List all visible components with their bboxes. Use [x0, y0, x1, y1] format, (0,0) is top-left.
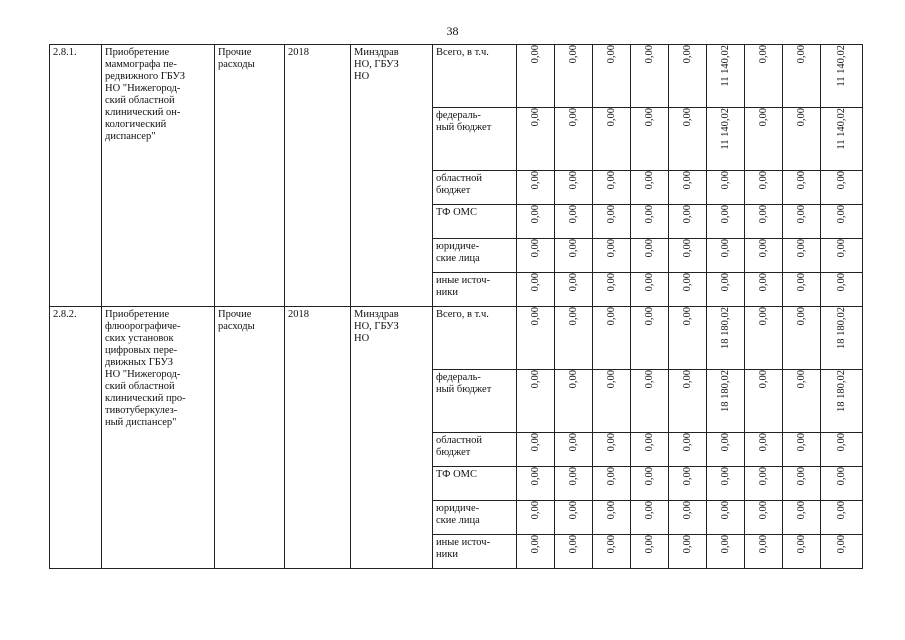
value-cell [555, 205, 593, 239]
value-text: 0,00 [835, 273, 847, 292]
value-cell [707, 370, 745, 433]
expense-type: Прочие расходы [215, 307, 285, 569]
value-cell [707, 239, 745, 273]
value-cell [631, 239, 669, 273]
value-cell [555, 273, 593, 307]
funding-source: юридиче- ские лица [433, 501, 517, 535]
value-cell [821, 45, 863, 108]
value-text: 0,00 [757, 307, 769, 326]
value-cell [821, 433, 863, 467]
funding-source: федераль- ный бюджет [433, 108, 517, 171]
value-text: 0,00 [757, 239, 769, 258]
value-text: 0,00 [795, 370, 807, 389]
value-text: 11 140,02 [835, 108, 847, 150]
value-cell [669, 108, 707, 171]
value-text: 0,00 [795, 45, 807, 64]
value-cell [783, 171, 821, 205]
value-cell [593, 370, 631, 433]
value-cell [517, 108, 555, 171]
value-text: 0,00 [681, 273, 693, 292]
value-cell [555, 535, 593, 569]
value-text: 0,00 [567, 108, 579, 127]
value-cell [745, 239, 783, 273]
value-text: 0,00 [757, 273, 769, 292]
value-cell [555, 370, 593, 433]
value-cell [669, 307, 707, 370]
value-cell [745, 45, 783, 108]
value-cell [669, 205, 707, 239]
value-cell [593, 108, 631, 171]
value-text: 18 180,02 [835, 370, 847, 412]
value-cell [707, 273, 745, 307]
value-text: 0,00 [529, 370, 541, 389]
value-text: 0,00 [643, 370, 655, 389]
value-cell [783, 370, 821, 433]
value-text: 0,00 [529, 171, 541, 190]
value-text: 0,00 [795, 535, 807, 554]
value-text: 0,00 [567, 273, 579, 292]
value-text: 0,00 [529, 501, 541, 520]
value-cell [783, 45, 821, 108]
value-text: 0,00 [567, 45, 579, 64]
value-cell [593, 171, 631, 205]
value-text: 0,00 [681, 467, 693, 486]
value-cell [517, 205, 555, 239]
value-text: 0,00 [605, 433, 617, 452]
value-cell [631, 433, 669, 467]
page-number: 38 [446, 24, 459, 38]
value-text: 0,00 [605, 239, 617, 258]
value-text: 0,00 [719, 205, 731, 224]
value-cell [821, 239, 863, 273]
value-cell [593, 205, 631, 239]
value-text: 0,00 [643, 205, 655, 224]
value-cell [783, 239, 821, 273]
value-text: 0,00 [757, 370, 769, 389]
value-cell [783, 501, 821, 535]
value-cell [669, 535, 707, 569]
value-text: 0,00 [795, 273, 807, 292]
value-cell [783, 433, 821, 467]
value-text: 0,00 [567, 205, 579, 224]
value-text: 0,00 [757, 45, 769, 64]
value-text: 18 180,02 [835, 307, 847, 349]
value-cell [669, 45, 707, 108]
value-cell [707, 45, 745, 108]
value-text: 0,00 [835, 433, 847, 452]
value-cell [593, 467, 631, 501]
value-text: 0,00 [643, 467, 655, 486]
value-text: 0,00 [643, 171, 655, 190]
value-cell [669, 433, 707, 467]
value-text: 0,00 [835, 535, 847, 554]
value-text: 0,00 [643, 535, 655, 554]
value-text: 0,00 [719, 501, 731, 520]
value-cell [745, 171, 783, 205]
value-text: 0,00 [567, 535, 579, 554]
value-cell [517, 273, 555, 307]
value-text: 0,00 [643, 273, 655, 292]
value-cell [631, 108, 669, 171]
value-cell [745, 433, 783, 467]
value-cell [783, 108, 821, 171]
value-cell [555, 45, 593, 108]
value-cell [631, 273, 669, 307]
value-text: 0,00 [605, 467, 617, 486]
table-row [50, 307, 863, 370]
value-text: 0,00 [835, 239, 847, 258]
value-text: 0,00 [529, 433, 541, 452]
value-cell [593, 45, 631, 108]
funding-source: юридиче- ские лица [433, 239, 517, 273]
value-cell [593, 307, 631, 370]
value-cell [631, 171, 669, 205]
value-text: 11 140,02 [835, 45, 847, 87]
item-name: Приобретение флюорографиче- ских установок цифровых пере- движных ГБУЗ НО "Нижегород- ский областной клинический про- тивотуберкулез- ный диспансер" [102, 307, 215, 569]
value-cell [745, 467, 783, 501]
value-text: 0,00 [681, 307, 693, 326]
value-text: 0,00 [529, 535, 541, 554]
value-cell [593, 535, 631, 569]
item-year: 2018 [285, 307, 351, 569]
value-cell [707, 467, 745, 501]
value-cell [821, 535, 863, 569]
item-year: 2018 [285, 45, 351, 307]
value-text: 18 180,02 [719, 307, 731, 349]
value-text: 0,00 [643, 45, 655, 64]
value-text: 0,00 [567, 370, 579, 389]
expense-type: Прочие расходы [215, 45, 285, 307]
value-cell [555, 108, 593, 171]
value-text: 0,00 [795, 307, 807, 326]
value-text: 0,00 [643, 108, 655, 127]
value-cell [555, 239, 593, 273]
value-text: 0,00 [757, 535, 769, 554]
value-text: 0,00 [529, 108, 541, 127]
value-cell [631, 535, 669, 569]
value-text: 0,00 [795, 108, 807, 127]
value-cell [821, 171, 863, 205]
value-text: 0,00 [795, 501, 807, 520]
value-cell [517, 45, 555, 108]
value-text: 0,00 [719, 535, 731, 554]
value-cell [517, 433, 555, 467]
value-cell [821, 307, 863, 370]
value-text: 0,00 [605, 501, 617, 520]
value-cell [669, 501, 707, 535]
value-text: 0,00 [757, 171, 769, 190]
value-cell [783, 535, 821, 569]
value-text: 0,00 [757, 205, 769, 224]
value-cell [517, 239, 555, 273]
value-cell [783, 307, 821, 370]
item-name: Приобретение маммографа пе- редвижного ГБУЗ НО "Нижегород- ский областной клинический он- кологический диспансер" [102, 45, 215, 307]
value-cell [669, 370, 707, 433]
value-cell [707, 433, 745, 467]
value-text: 0,00 [757, 433, 769, 452]
value-text: 0,00 [795, 467, 807, 486]
value-text: 0,00 [681, 433, 693, 452]
value-cell [707, 108, 745, 171]
value-text: 0,00 [681, 45, 693, 64]
value-text: 0,00 [529, 205, 541, 224]
value-text: 0,00 [605, 171, 617, 190]
value-text: 0,00 [529, 307, 541, 326]
value-cell [669, 273, 707, 307]
value-text: 0,00 [681, 108, 693, 127]
value-text: 0,00 [605, 108, 617, 127]
value-text: 0,00 [719, 171, 731, 190]
value-text: 0,00 [835, 171, 847, 190]
value-cell [707, 171, 745, 205]
value-cell [707, 535, 745, 569]
value-cell [517, 467, 555, 501]
value-text: 0,00 [643, 239, 655, 258]
value-cell [745, 535, 783, 569]
value-text: 0,00 [529, 467, 541, 486]
value-cell [707, 205, 745, 239]
value-text: 18 180,02 [719, 370, 731, 412]
value-cell [631, 467, 669, 501]
executor: Минздрав НО, ГБУЗ НО [351, 45, 433, 307]
value-cell [707, 307, 745, 370]
value-cell [669, 467, 707, 501]
table-row [50, 45, 863, 108]
value-cell [745, 273, 783, 307]
value-cell [555, 307, 593, 370]
value-text: 0,00 [719, 433, 731, 452]
value-text: 0,00 [681, 171, 693, 190]
value-text: 0,00 [605, 205, 617, 224]
value-text: 0,00 [757, 501, 769, 520]
value-cell [593, 433, 631, 467]
value-text: 0,00 [719, 467, 731, 486]
value-text: 0,00 [567, 171, 579, 190]
value-cell [631, 370, 669, 433]
value-text: 0,00 [719, 239, 731, 258]
value-cell [669, 171, 707, 205]
value-text: 0,00 [681, 205, 693, 224]
value-cell [517, 171, 555, 205]
funding-source: областной бюджет [433, 433, 517, 467]
value-cell [593, 273, 631, 307]
value-cell [631, 501, 669, 535]
funding-source: иные источ- ники [433, 535, 517, 569]
value-cell [555, 467, 593, 501]
value-cell [631, 307, 669, 370]
value-text: 0,00 [795, 433, 807, 452]
value-text: 0,00 [681, 239, 693, 258]
value-cell [821, 108, 863, 171]
item-code: 2.8.2. [50, 307, 102, 569]
funding-source: иные источ- ники [433, 273, 517, 307]
value-text: 0,00 [567, 467, 579, 486]
value-cell [821, 501, 863, 535]
funding-source: ТФ ОМС [433, 205, 517, 239]
value-text: 0,00 [643, 307, 655, 326]
value-text: 0,00 [529, 45, 541, 64]
value-cell [517, 535, 555, 569]
value-text: 0,00 [643, 501, 655, 520]
value-cell [517, 501, 555, 535]
value-text: 0,00 [757, 467, 769, 486]
value-text: 0,00 [567, 307, 579, 326]
value-text: 0,00 [567, 501, 579, 520]
value-cell [783, 467, 821, 501]
value-text: 0,00 [605, 273, 617, 292]
value-cell [745, 205, 783, 239]
funding-source: областной бюджет [433, 171, 517, 205]
funding-source: Всего, в т.ч. [433, 307, 517, 370]
financing-table [49, 44, 863, 569]
value-cell [555, 171, 593, 205]
value-text: 0,00 [681, 535, 693, 554]
funding-source: Всего, в т.ч. [433, 45, 517, 108]
value-cell [821, 467, 863, 501]
value-text: 0,00 [567, 239, 579, 258]
value-text: 0,00 [529, 273, 541, 292]
value-text: 0,00 [605, 45, 617, 64]
value-text: 0,00 [605, 307, 617, 326]
value-text: 0,00 [835, 501, 847, 520]
value-cell [631, 205, 669, 239]
value-text: 0,00 [835, 205, 847, 224]
executor: Минздрав НО, ГБУЗ НО [351, 307, 433, 569]
value-text: 0,00 [681, 370, 693, 389]
value-cell [821, 370, 863, 433]
value-cell [783, 205, 821, 239]
value-cell [821, 273, 863, 307]
value-text: 0,00 [605, 370, 617, 389]
value-text: 11 140,02 [719, 45, 731, 87]
value-text: 11 140,02 [719, 108, 731, 150]
funding-source: федераль- ный бюджет [433, 370, 517, 433]
value-cell [555, 501, 593, 535]
value-cell [669, 239, 707, 273]
value-text: 0,00 [681, 501, 693, 520]
value-text: 0,00 [643, 433, 655, 452]
value-cell [783, 273, 821, 307]
value-text: 0,00 [719, 273, 731, 292]
value-text: 0,00 [757, 108, 769, 127]
value-cell [707, 501, 745, 535]
value-cell [745, 501, 783, 535]
value-text: 0,00 [605, 535, 617, 554]
value-text: 0,00 [795, 239, 807, 258]
value-text: 0,00 [567, 433, 579, 452]
value-cell [517, 370, 555, 433]
value-cell [821, 205, 863, 239]
item-code: 2.8.1. [50, 45, 102, 307]
value-text: 0,00 [795, 171, 807, 190]
value-text: 0,00 [529, 239, 541, 258]
value-cell [593, 239, 631, 273]
value-cell [555, 433, 593, 467]
value-cell [745, 370, 783, 433]
funding-source: ТФ ОМС [433, 467, 517, 501]
value-cell [631, 45, 669, 108]
value-cell [517, 307, 555, 370]
value-cell [745, 108, 783, 171]
value-text: 0,00 [795, 205, 807, 224]
value-cell [745, 307, 783, 370]
value-cell [593, 501, 631, 535]
value-text: 0,00 [835, 467, 847, 486]
